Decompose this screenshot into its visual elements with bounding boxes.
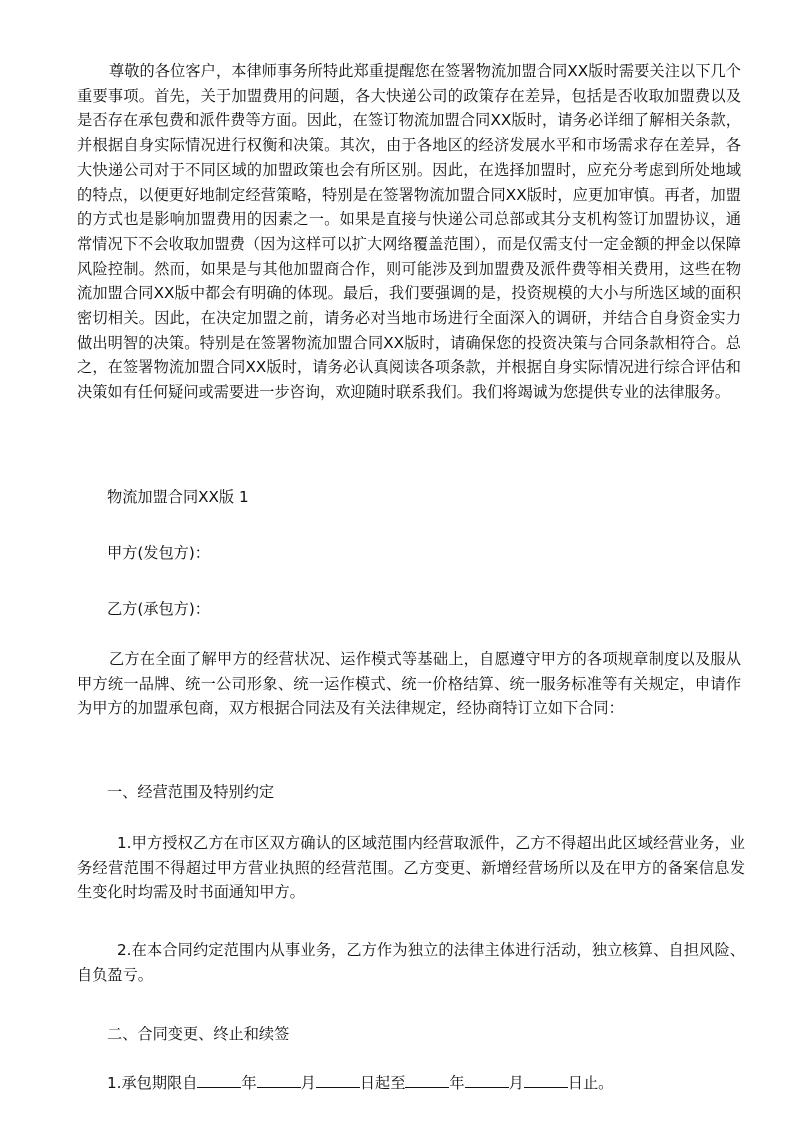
end-month-blank	[465, 1073, 509, 1088]
term-month-2: 月	[508, 1074, 524, 1092]
term-prefix: 1.承包期限自	[107, 1074, 198, 1092]
section-1-heading: 一、经营范围及特别约定	[107, 783, 275, 801]
contract-title: 物流加盟合同XX版 1	[107, 488, 249, 506]
contract-preamble: 乙方在全面了解甲方的经营状况、运作模式等基础上，自愿遵守甲方的各项规章制度以及服从甲方统一品牌、统一公司形象、统一运作模式、统一价格结算、统一服务标准等有关规定，申请作为甲方的加盟承包商，双方根据合同法及有关法律规定，经协商特订立如下合同：	[77, 650, 741, 718]
term-month-1: 月	[300, 1074, 316, 1092]
end-year-blank	[405, 1073, 449, 1088]
term-year-1: 年	[241, 1074, 257, 1092]
party-b-label: 乙方(承包方)：	[107, 600, 210, 618]
party-a-label: 甲方(发包方)：	[107, 544, 210, 562]
term-year-2: 年	[449, 1074, 465, 1092]
contract-term-line	[107, 1071, 613, 1096]
section-2-heading: 二、合同变更、终止和续签	[107, 1025, 290, 1043]
start-day-blank	[316, 1073, 360, 1088]
section-1-clause-1: 1.甲方授权乙方在市区双方确认的区域范围内经营取派件，乙方不得超出此区域经营业务，业务经营范围不得超过甲方营业执照的经营范围。乙方变更、新增经营场所以及在甲方的备案信息发生变化时均需及时书面通知甲方。	[77, 834, 745, 902]
end-day-blank	[524, 1073, 568, 1088]
term-day-1: 日起至	[359, 1074, 406, 1092]
intro-paragraph: 尊敬的各位客户，本律师事务所特此郑重提醒您在签署物流加盟合同XX版时需要关注以下几个重要事项。首先，关于加盟费用的问题，各大快递公司的政策存在差异，包括是否收取加盟费以及是否存在承包费和派件费等方面。因此，在签订物流加盟合同XX版时，请务必详细了解相关条款，并根据自身实际情况进行权衡和决策。其次，由于各地区的经济发展水平和市场需求存在差异，各大快递公司对于不同区域的加盟政策也会有所区别。因此，在选择加盟时，应充分考虑到所处地域的特点，以便更好地制定经营策略，特别是在签署物流加盟合同XX版时，应更加审慎。再者，加盟的方式也是影响加盟费用的因素之一。如果是直接与快递公司总部或其分支机构签订加盟协议，通常情况下不会收取加盟费（因为这样可以扩大网络覆盖范围），而是仅需支付一定金额的押金以保障风险控制。然而，如果是与其他加盟商合作，则可能涉及到加盟费及派件费等相关费用，这些在物流加盟合同XX版中都会有明确的体现。最后，我们要强调的是，投资规模的大小与所选区域的面积密切相关。因此，在决定加盟之前，请务必对当地市场进行全面深入的调研，并结合自身资金实力做出明智的决策。特别是在签署物流加盟合同XX版时，请确保您的投资决策与合同条款相符合。总之，在签署物流加盟合同XX版时，请务必认真阅读各项条款，并根据自身实际情况进行综合评估和决策如有任何疑问或需要进一步咨询，欢迎随时联系我们。我们将竭诚为您提供专业的法律服务。	[77, 62, 741, 402]
term-day-2: 日止。	[567, 1074, 614, 1092]
section-1-clause-2: 2.在本合同约定范围内从事业务，乙方作为独立的法律主体进行活动，独立核算、自担风险、自负盈亏。	[77, 941, 745, 984]
start-month-blank	[257, 1073, 301, 1088]
start-year-blank	[197, 1073, 241, 1088]
